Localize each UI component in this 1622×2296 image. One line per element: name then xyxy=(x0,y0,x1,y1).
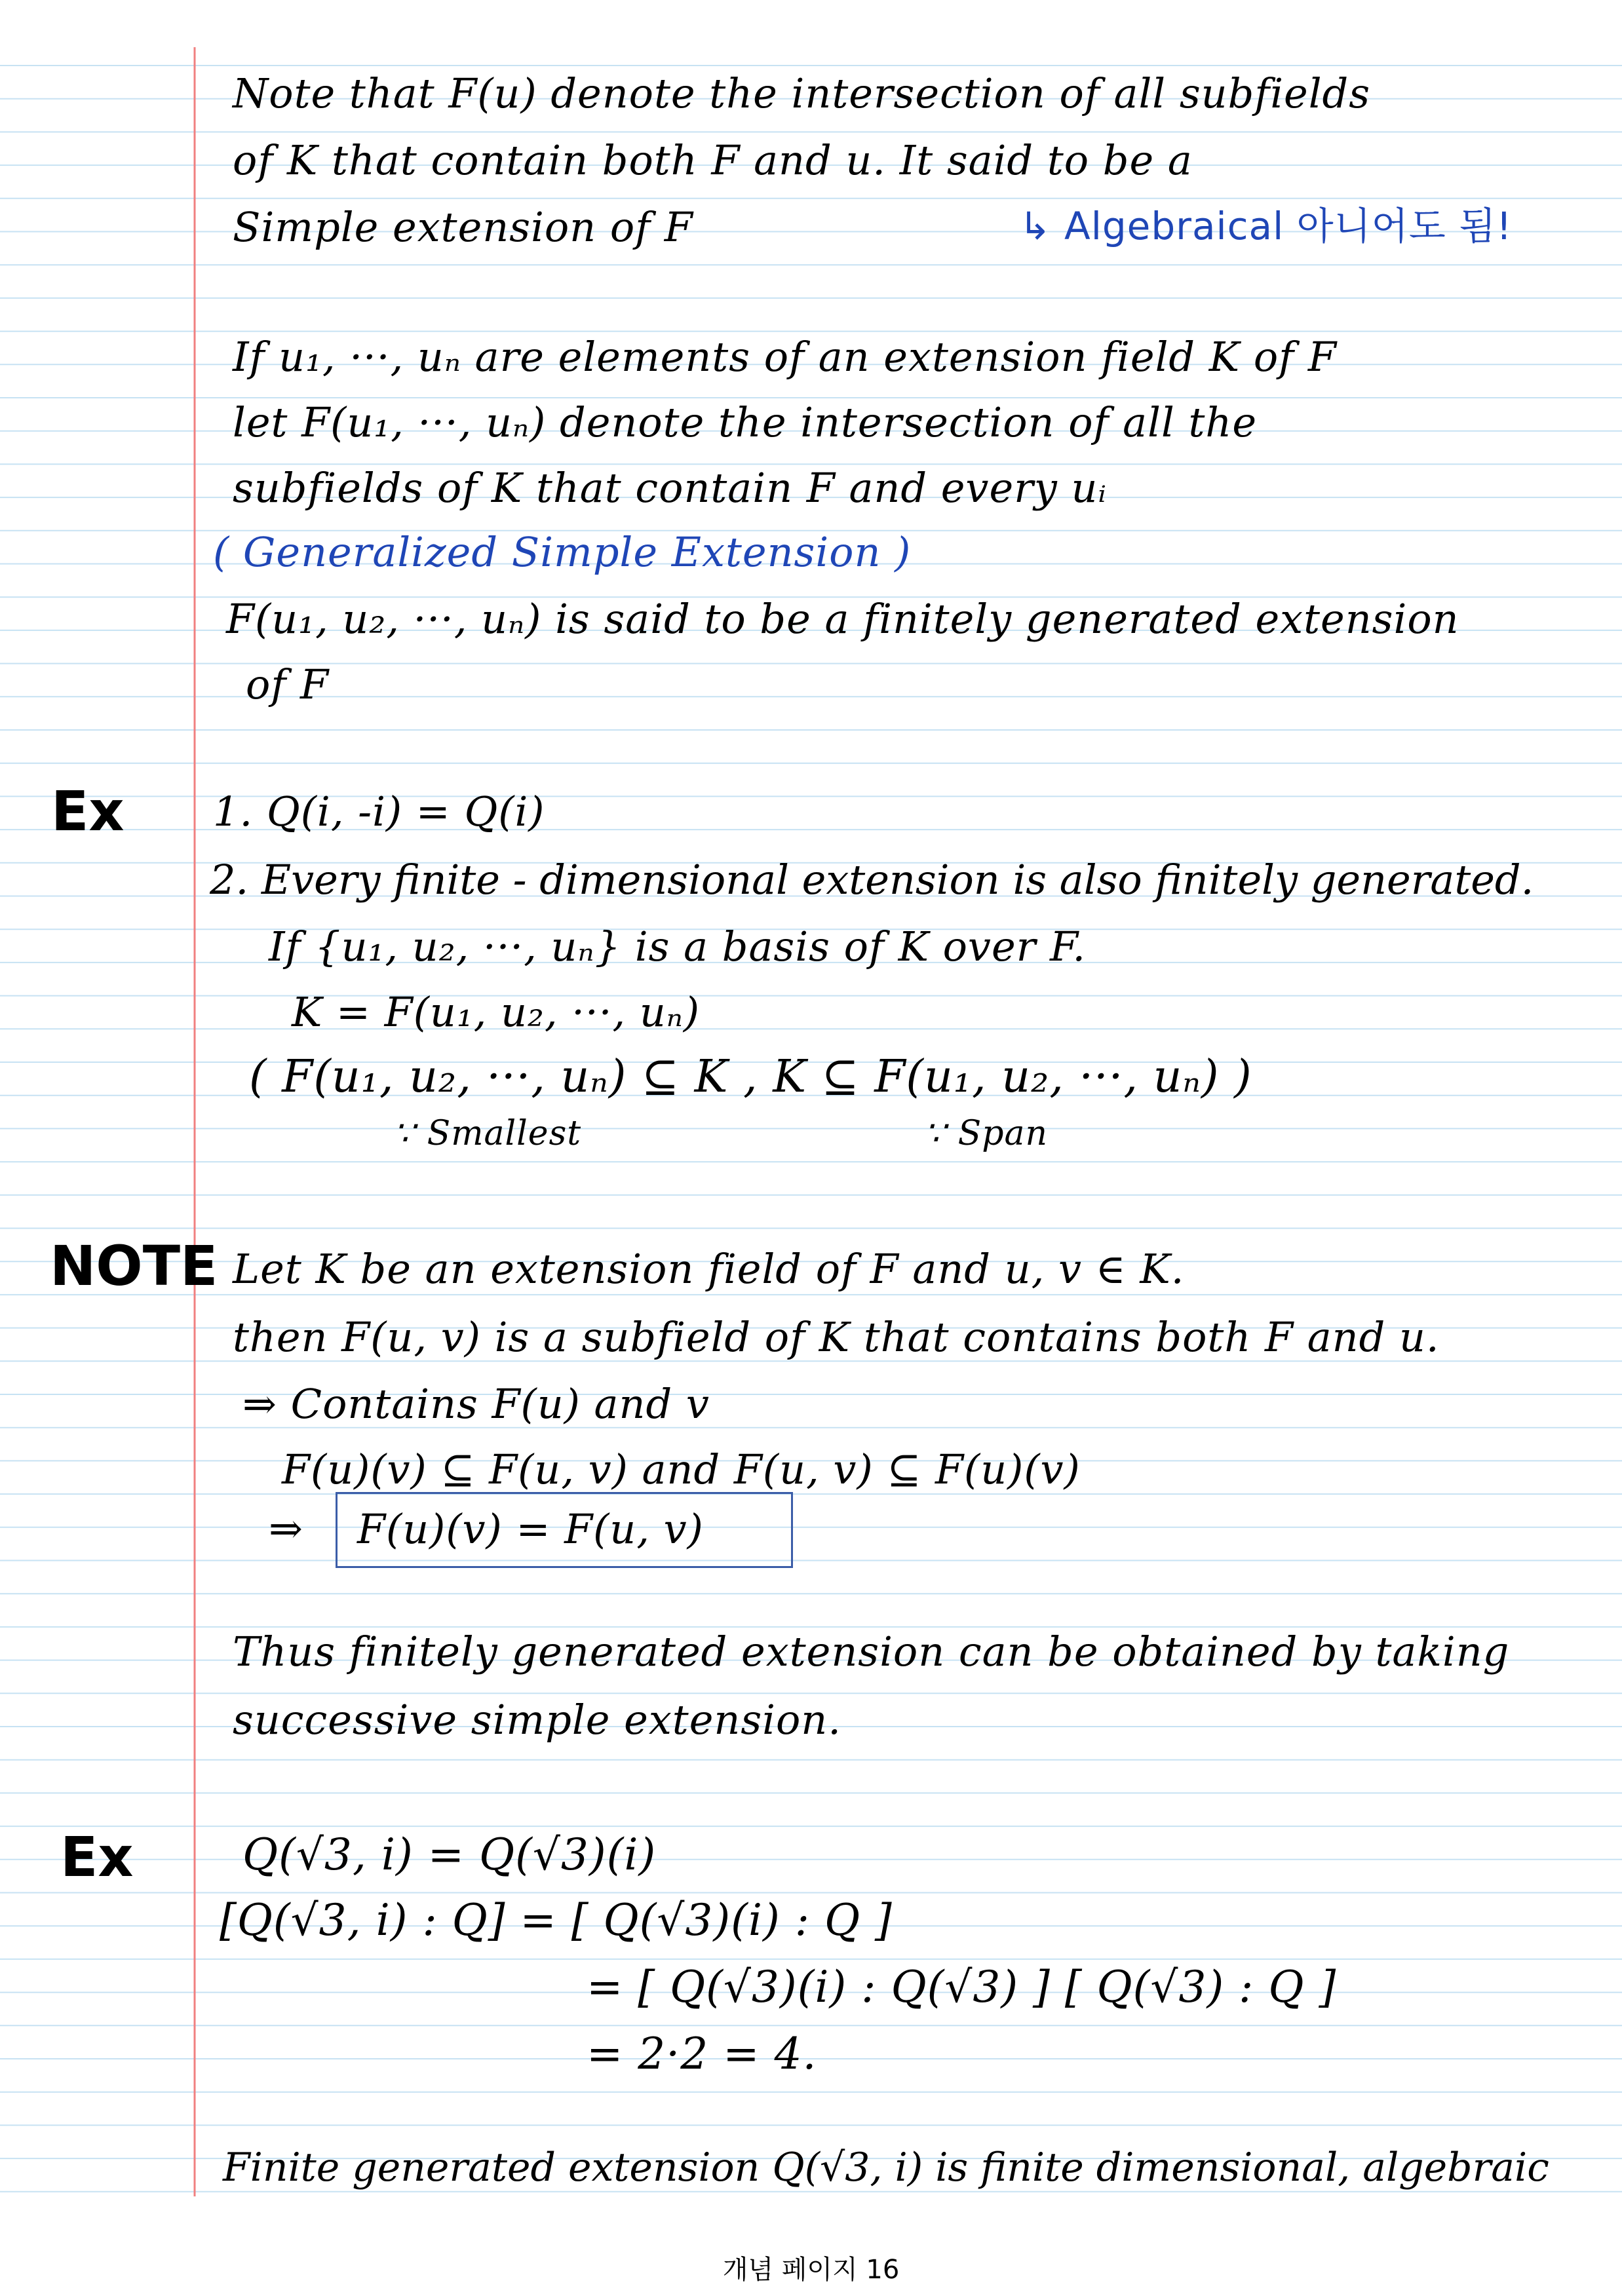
example2-line-1: Q(√3, i) = Q(√3)(i) xyxy=(242,1829,657,1880)
algebraic-annotation: ↳ Algebraical 아니어도 됨! xyxy=(1019,204,1513,248)
example1-item-2: 2. Every finite - dimensional extension is also finitely generated. xyxy=(210,856,1534,904)
thus-line-1: Thus finitely generated extension can be obtained by taking xyxy=(233,1628,1510,1675)
implies-arrow: ⇒ xyxy=(269,1504,303,1552)
generalized-line-5: of F xyxy=(246,660,330,708)
note-line-4: F(u)(v) ⊆ F(u, v) and F(u, v) ⊆ F(u)(v) xyxy=(282,1445,1081,1493)
example1-item-2-line-4: ( F(u₁, u₂, ···, uₙ) ⊆ K , K ⊆ F(u₁, u₂, ···, uₙ) ) xyxy=(249,1051,1252,1103)
reason-smallest: ∵ Smallest xyxy=(393,1114,582,1153)
generalized-line-1: If u₁, ···, uₙ are elements of an extension field K of F xyxy=(233,333,1337,381)
note-line-2: then F(u, v) is a subfield of K that contains both F and u. xyxy=(233,1313,1440,1361)
reason-span: ∵ Span xyxy=(924,1114,1049,1153)
example2-line-4: = 2·2 = 4. xyxy=(587,2029,817,2079)
example1-item-2-line-3: K = F(u₁, u₂, ···, uₙ) xyxy=(292,988,701,1036)
generalized-line-3: subfields of K that contain F and every uᵢ xyxy=(233,464,1107,512)
simple-ext-line-2: of K that contain both F and u. It said to be a xyxy=(233,136,1193,184)
generalized-line-4: F(u₁, u₂, ···, uₙ) is said to be a finitely generated extension xyxy=(226,595,1459,643)
example2-line-3: = [ Q(√3)(i) : Q(√3) ] [ Q(√3) : Q ] xyxy=(587,1962,1337,2012)
example1-item-1: 1. Q(i, -i) = Q(i) xyxy=(213,788,545,835)
note-label: NOTE xyxy=(50,1234,218,1298)
example-label-1: Ex xyxy=(51,779,125,843)
note-line-1: Let K be an extension field of F and u, v ∈ K. xyxy=(233,1245,1185,1293)
example-label-2: Ex xyxy=(60,1825,134,1889)
example2-line-2: [Q(√3, i) : Q] = [ Q(√3)(i) : Q ] xyxy=(220,1895,893,1945)
simple-ext-line-3: Simple extension of F xyxy=(233,203,693,251)
generalized-line-2: let F(u₁, ···, uₙ) denote the intersection of all the xyxy=(233,398,1258,446)
page-footer: 개념 페이지 16 xyxy=(722,2255,900,2285)
thus-line-2: successive simple extension. xyxy=(233,1696,841,1744)
boxed-result-text: F(u)(v) = F(u, v) xyxy=(357,1505,704,1553)
example1-item-2-line-2: If {u₁, u₂, ···, uₙ} is a basis of K over F. xyxy=(269,923,1087,970)
generalized-note: ( Generalized Simple Extension ) xyxy=(213,528,912,576)
simple-ext-line-1: Note that F(u) denote the intersection of all subfields xyxy=(233,69,1371,117)
example2-conclusion: Finite generated extension Q(√3, i) is finite dimensional, algebraic xyxy=(223,2145,1549,2191)
note-line-3: ⇒ Contains F(u) and v xyxy=(242,1380,710,1428)
